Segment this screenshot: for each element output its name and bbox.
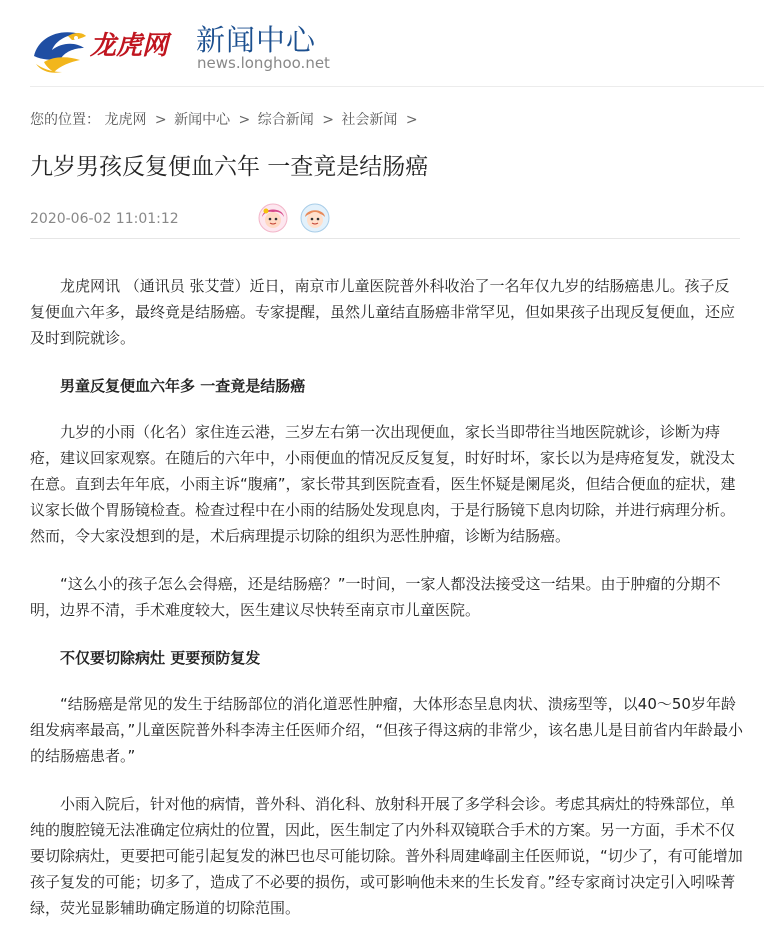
tiger-logo-icon (28, 16, 188, 78)
article-paragraph: 九岁的小雨（化名）家住连云港，三岁左右第一次出现便血，家长当即带往当地医院就诊，诊断为痔疮，建议回家观察。在随后的六年中，小雨便血的情况反反复复，时好时坏，家长以为是痔疮复发，就没太在意。直到去年年底，小雨主诉“腹痛”，家长带其到医院查看，医生怀疑是阑尾炎，但结合便血的症状，建议家长做个胃肠镜检查。检查过程中在小雨的结肠处发现息肉，于是行肠镜下息肉切除，并进行病理分析。然而，令大家没想到的是，术后病理提示切除的组织为恶性肿瘤，诊断为结肠癌。 (30, 423, 736, 545)
breadcrumb-prefix: 您的位置： (30, 112, 100, 128)
article-paragraph: 龙虎网讯 （通讯员 张艾萱）近日，南京市儿童医院普外科收治了一名年仅九岁的结肠癌患儿。孩子反复便血六年多，最终竟是结肠癌。专家提醒，虽然儿童结直肠癌非常罕见，但如果孩子出现反复便血，还应及时到院就诊。 (30, 277, 736, 347)
article-subheading: 不仅要切除病灶 更要预防复发 (60, 649, 261, 667)
article-paragraph: 小雨入院后，针对他的病情，普外科、消化科、放射科开展了多学科会诊。考虑其病灶的特殊部位，单纯的腹腔镜无法准确定位病灶的位置，因此，医生制定了内外科双镜联合手术的方案。另一方面，手术不仅要切除病灶，更要把可能引起复发的淋巴也尽可能切除。普外科周建峰副主任医师说，“切少了，有可能增加孩子复发的可能；切多了，造成了不必要的损伤，或可影响他未来的生长发育。”经专家商讨决定引入吲哚菁绿，荧光显影辅助确定肠道的切除范围。 (30, 795, 743, 917)
article-title: 九岁男孩反复便血六年 一查竟是结肠癌 (30, 154, 429, 180)
breadcrumb-item-home[interactable]: 龙虎网 (104, 112, 147, 128)
header-divider (30, 86, 764, 87)
boy-avatar-icon[interactable] (300, 203, 330, 233)
girl-avatar-icon[interactable] (258, 203, 288, 233)
breadcrumb-item-social-news[interactable]: 社会新闻 (341, 112, 398, 128)
breadcrumb-separator: > (405, 112, 418, 128)
breadcrumb-separator: > (154, 112, 167, 128)
article-subheading: 男童反复便血六年多 一查竟是结肠癌 (60, 377, 306, 395)
site-header (0, 0, 764, 85)
breadcrumb (30, 109, 421, 129)
site-url: news.longhoo.net (197, 54, 330, 72)
breadcrumb-separator: > (322, 112, 334, 128)
article-paragraph: “这么小的孩子怎么会得癌，还是结肠癌？”一时间，一家人都没法接受这一结果。由于肿瘤的分期不明，边界不清，手术难度较大，医生建议尽快转至南京市儿童医院。 (30, 575, 721, 619)
site-section-title: 新闻中心 (196, 23, 317, 57)
article-body (30, 273, 744, 943)
breadcrumb-item-general-news[interactable]: 综合新闻 (257, 112, 314, 128)
breadcrumb-item-news-center[interactable]: 新闻中心 (174, 112, 231, 128)
breadcrumb-separator: > (238, 112, 251, 128)
svg-text:龙虎网: 龙虎网 (90, 31, 169, 61)
longhoo-logo[interactable] (28, 16, 188, 78)
article-paragraph: “结肠癌是常见的发生于结肠部位的消化道恶性肿瘤，大体形态呈息肉状、溃疡型等，以40～50岁年龄组发病率最高，”儿童医院普外科李涛主任医师介绍，“但孩子得这病的非常少，该名患儿是目前省内年龄最小的结肠癌患者。” (30, 695, 744, 765)
publish-time: 2020-06-02 11:01:12 (30, 211, 179, 227)
meta-divider (30, 238, 740, 239)
